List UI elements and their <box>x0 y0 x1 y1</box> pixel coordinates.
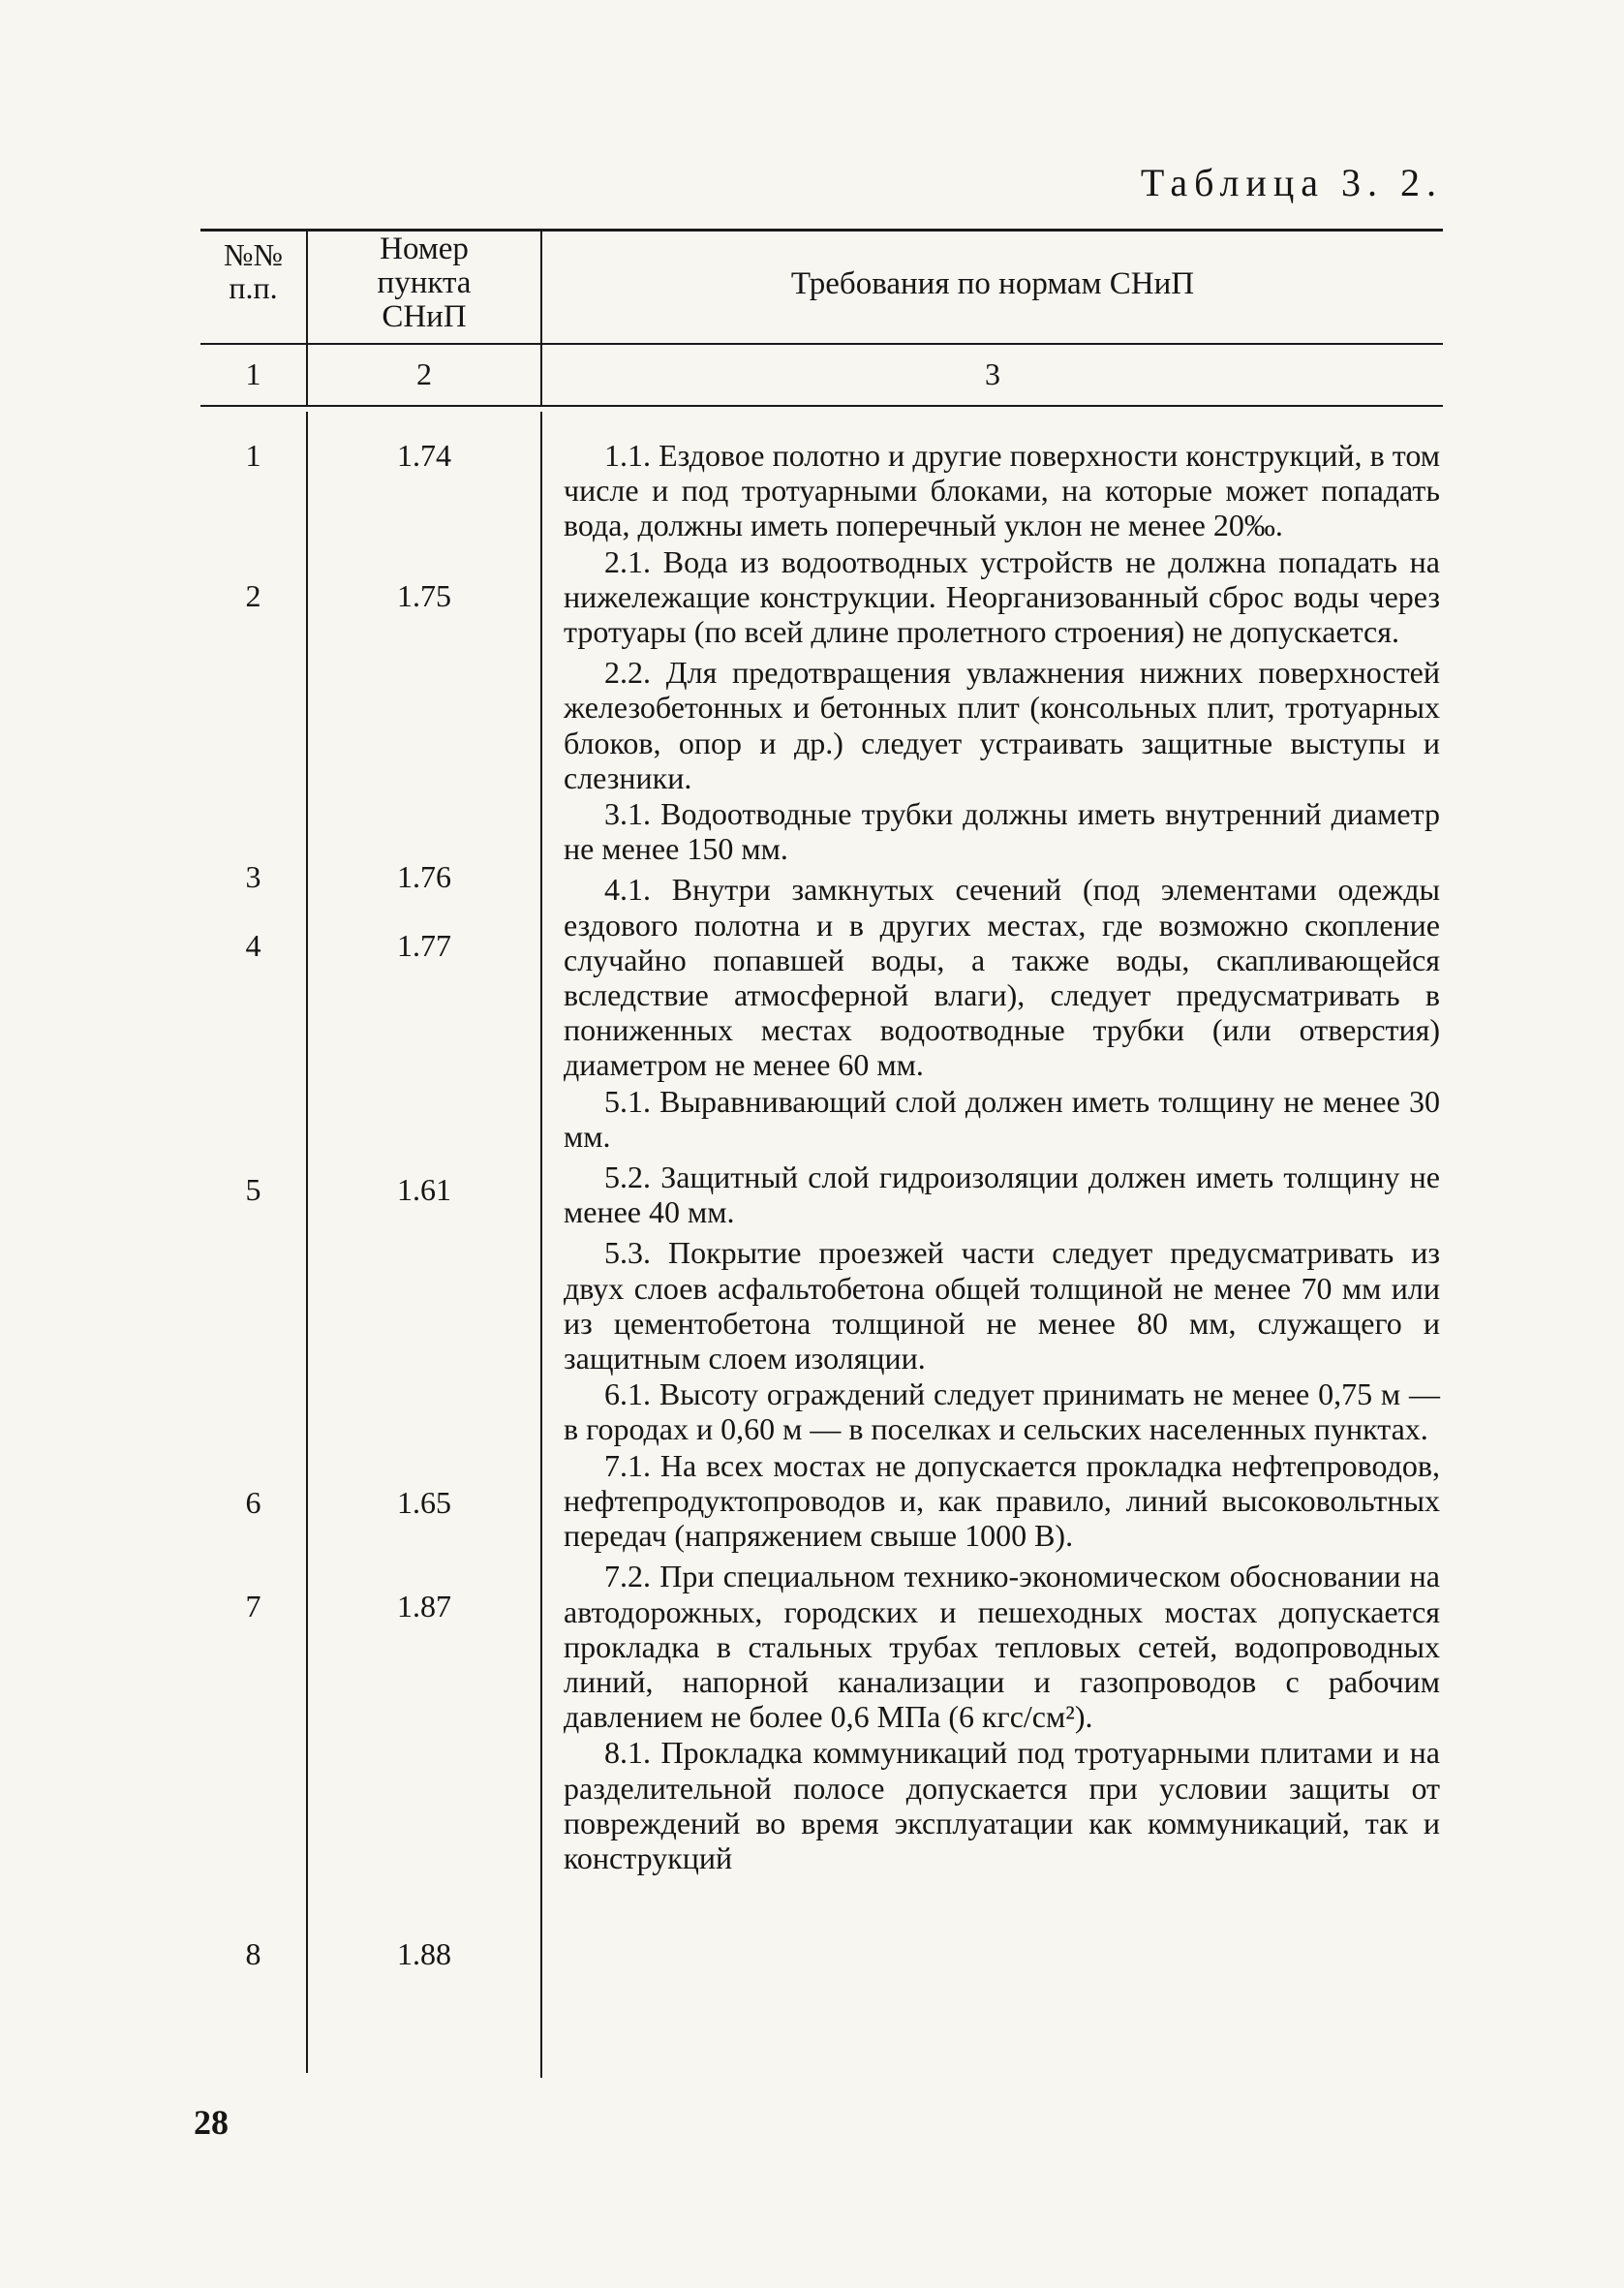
requirement-1-1: 1.1. Ездовое полотно и другие поверхности конструкций, в том числе и под тротуарными блоками, на которые может попадать вода, должны иметь поперечный уклон не менее 20‰. <box>564 438 1440 543</box>
clause-number: 1.65 <box>397 1485 451 1520</box>
header-text: СНиП <box>382 299 467 334</box>
column-divider <box>306 412 308 2073</box>
row-number: 4 <box>245 928 261 963</box>
requirement-7-2: 7.2. При специальном технико-экономическом обосновании на автодорожных, городских и пешеходных мостах допускается прокладка в стальных трубах тепловых сетей, водопроводных линий, напорной канализации и газопроводов с рабочим давлением не более 0,6 МПа (6 кгс/см²). <box>564 1559 1440 1735</box>
requirement-2-1: 2.1. Вода из водоотводных устройств не должна попадать на нижележащие конструкции. Неорганизованный сброс воды через тротуары (по всей длине пролетного строения) не допускается. <box>564 543 1440 650</box>
header-bottom-rule <box>200 343 1443 345</box>
requirement-7-1: 7.1. На всех мостах не допускается прокладка нефтепроводов, нефтепродуктопроводов и, как правило, линий высоковольтных передач (напряжением свыше 1000 В). <box>564 1447 1440 1554</box>
clause-number: 1.76 <box>397 859 451 894</box>
clause-number: 1.88 <box>397 1936 451 1971</box>
clause-number: 1.87 <box>397 1589 451 1623</box>
header-requirements: Требования по нормам СНиП <box>790 266 1195 301</box>
header-clause-number <box>308 232 540 334</box>
page-number: 28 <box>194 2103 229 2142</box>
clause-number: 1.74 <box>397 438 451 473</box>
requirement-4-1: 4.1. Внутри замкнутых сечений (под элементами одежды ездового полотна и в других местах, где возможно скопление случайно попавшей воды, а также воды, скапливающейся вследствие атмосферной влаги), следует предусматривать в пониженных местах водоотводные трубки (или отверстия) диаметром не менее 60 мм. <box>564 872 1440 1083</box>
column-divider <box>540 412 542 2078</box>
header-text: п.п. <box>229 270 278 305</box>
header-text: пункта <box>377 265 472 300</box>
row-number: 1 <box>245 438 261 473</box>
requirements-column <box>564 438 1440 1876</box>
requirement-3-1: 3.1. Водоотводные трубки должны иметь внутренний диаметр не менее 150 мм. <box>564 796 1440 867</box>
clause-number: 1.77 <box>397 928 451 963</box>
header-text: Номер <box>380 232 469 266</box>
column-number: 2 <box>416 356 432 391</box>
row-number: 6 <box>245 1485 261 1520</box>
row-number: 3 <box>245 859 261 894</box>
clause-number: 1.61 <box>397 1172 451 1207</box>
requirement-2-2: 2.2. Для предотвращения увлажнения нижних поверхностей железобетонных и бетонных плит (консольных плит, тротуарных блоков, опор и др.) следует устраивать защитные выступы и слезники. <box>564 655 1440 795</box>
requirement-5-2: 5.2. Защитный слой гидроизоляции должен иметь толщину не менее 40 мм. <box>564 1159 1440 1230</box>
column-number: 1 <box>245 356 261 391</box>
table-title: Таблица 3. 2. <box>1140 161 1443 204</box>
row-number: 8 <box>245 1936 261 1971</box>
requirement-5-1: 5.1. Выравнивающий слой должен иметь толщину не менее 30 мм. <box>564 1083 1440 1154</box>
requirement-8-1: 8.1. Прокладка коммуникаций под тротуарными плитами и на разделительной полосе допускается при условии защиты от повреждений во время эксплуатации как коммуникаций, так и конструкций <box>564 1735 1440 1875</box>
header-text: №№ <box>223 237 284 272</box>
column-number-rule <box>200 405 1443 407</box>
header-row-number <box>200 238 306 304</box>
column-number: 3 <box>985 356 1000 391</box>
requirement-5-3: 5.3. Покрытие проезжей части следует предусматривать из двух слоев асфальтобетона общей толщиной не менее 70 мм или из цементобетона толщиной не менее 80 мм, служащего и защитным слоем изоляции. <box>564 1235 1440 1376</box>
row-number: 7 <box>245 1589 261 1623</box>
row-number: 5 <box>245 1172 261 1207</box>
requirement-6-1: 6.1. Высоту ограждений следует принимать не менее 0,75 м — в городах и 0,60 м — в поселках и сельских населенных пунктах. <box>564 1376 1440 1447</box>
clause-number: 1.75 <box>397 578 451 613</box>
row-number: 2 <box>245 578 261 613</box>
